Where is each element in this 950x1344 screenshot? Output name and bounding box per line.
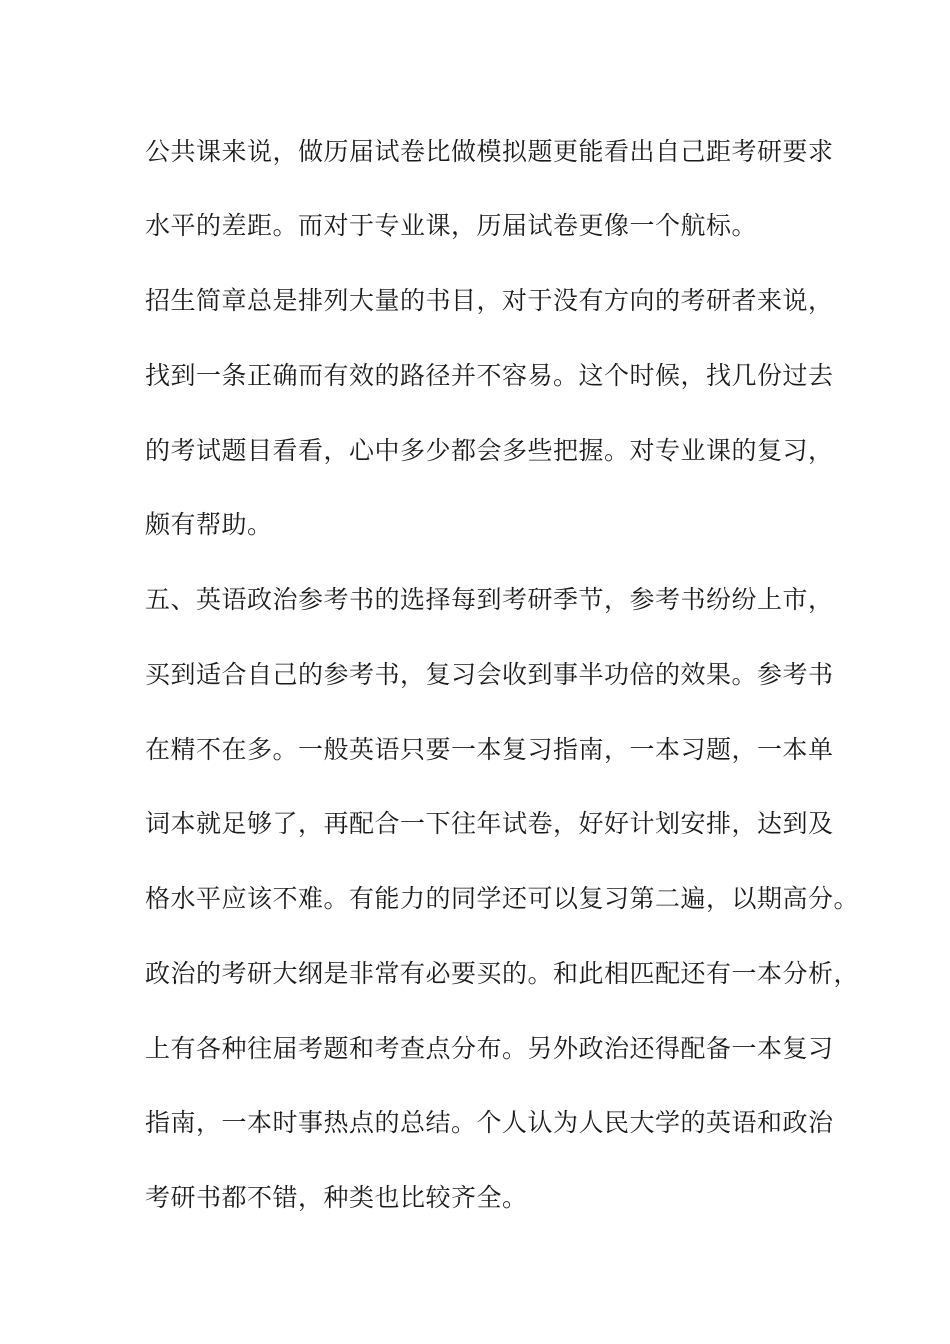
text-line: 公共课来说，做历届试卷比做模拟题更能看出自己距考研要求 xyxy=(145,137,834,166)
text-line: 词本就足够了，再配合一下往年试卷，好好计划安排，达到及 xyxy=(145,809,834,838)
text-line: 的考试题目看看，心中多少都会多些把握。对专业课的复习， xyxy=(145,436,834,465)
text-line: 招生简章总是排列大量的书目，对于没有方向的考研者来说， xyxy=(145,286,834,315)
text-line: 考研书都不错，种类也比较齐全。 xyxy=(145,1183,528,1212)
text-line: 水平的差距。而对于专业课，历届试卷更像一个航标。 xyxy=(145,211,758,240)
text-line: 在精不在多。一般英语只要一本复习指南，一本习题，一本单 xyxy=(145,735,834,764)
text-line: 指南，一本时事热点的总结。个人认为人民大学的英语和政治 xyxy=(145,1108,834,1137)
text-line: 上有各种往届考题和考查点分布。另外政治还得配备一本复习 xyxy=(145,1034,834,1063)
text-line: 买到适合自己的参考书，复习会收到事半功倍的效果。参考书 xyxy=(145,660,834,689)
text-line: 五、英语政治参考书的选择每到考研季节，参考书纷纷上市， xyxy=(145,585,834,614)
text-line: 找到一条正确而有效的路径并不容易。这个时候，找几份过去 xyxy=(145,361,834,390)
text-line: 政治的考研大纲是非常有必要买的。和此相匹配还有一本分析， xyxy=(145,959,860,988)
text-line: 格水平应该不难。有能力的同学还可以复习第二遍，以期高分。 xyxy=(145,884,860,913)
text-line: 颇有帮助。 xyxy=(145,510,273,539)
